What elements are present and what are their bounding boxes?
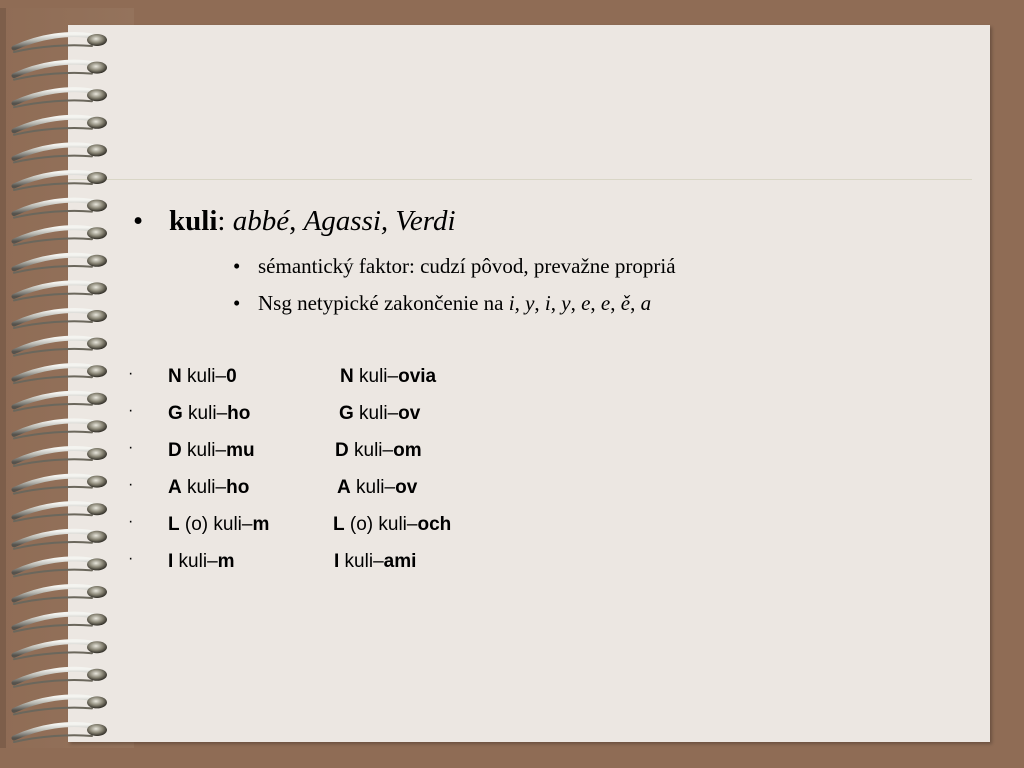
stem: kuli–: [181, 477, 227, 498]
bullet: ·: [128, 365, 134, 382]
ending-letters: [509, 291, 651, 315]
ending-letter: y: [561, 291, 571, 315]
ending: ho: [227, 403, 251, 424]
bullet: ·: [128, 513, 134, 530]
binder-ring: [14, 117, 107, 135]
binder-ring: [14, 696, 107, 714]
case-label: I: [334, 551, 340, 572]
plural-form: [335, 440, 422, 462]
singular-form: [168, 477, 249, 499]
singular-form: [168, 403, 250, 425]
binder-ring: [14, 62, 107, 80]
case-label: N: [168, 366, 182, 387]
subpoint-text: Nsg netypické zakončenie na i, y, i, y, e, e, ě, a: [258, 291, 652, 315]
header-rule: [68, 179, 972, 180]
bullet: ·: [128, 476, 134, 493]
ending-letter: i: [544, 291, 551, 315]
ending: m: [252, 514, 270, 535]
binder-ring: [14, 172, 107, 190]
bullet: ·: [128, 402, 134, 419]
singular-form: [168, 551, 235, 573]
binder-ring: [14, 144, 107, 162]
case-label: D: [335, 440, 349, 461]
plural-form: [340, 366, 436, 388]
ending-letter: e: [581, 291, 591, 315]
binder-ring: [14, 282, 107, 300]
ending-letter: ě: [620, 291, 631, 315]
case-label: A: [337, 477, 351, 498]
example-names: Agassi, Verdi: [303, 205, 456, 237]
ending: ov: [398, 403, 421, 424]
stem: kuli–: [181, 366, 227, 387]
case-label: L: [333, 514, 345, 535]
ending: 0: [226, 366, 237, 387]
binder-ring: [14, 531, 107, 549]
ending: ov: [395, 477, 418, 498]
subpoint-text: sémantický faktor: cudzí pôvod, prevažne propriá: [258, 254, 676, 278]
separator: ,: [514, 291, 526, 315]
singular-form: [168, 440, 255, 462]
bullet: ·: [128, 550, 134, 567]
binder-ring: [14, 200, 107, 218]
bullet: ·: [128, 439, 134, 456]
binder-ring: [14, 89, 107, 107]
separator: ,: [570, 291, 582, 315]
ending: och: [417, 514, 452, 535]
stem: kuli–: [173, 551, 218, 572]
binder-ring: [14, 724, 107, 742]
ending: mu: [226, 440, 255, 461]
binder-ring: [14, 255, 107, 273]
stem: (o) kuli–: [344, 514, 418, 535]
bullet: •: [233, 254, 241, 278]
separator: ,: [534, 291, 545, 315]
separator: ,: [590, 291, 601, 315]
binder-ring: [14, 614, 107, 632]
ending: om: [393, 440, 422, 461]
plural-form: [337, 477, 417, 499]
binder-ring: [14, 338, 107, 356]
case-label: I: [168, 551, 174, 572]
stem: kuli–: [353, 403, 399, 424]
ending: ami: [383, 551, 417, 572]
case-label: A: [168, 477, 182, 498]
ending-letter: i: [508, 291, 515, 315]
separator: ,: [630, 291, 641, 315]
binder-ring: [14, 641, 107, 659]
ending-letter: a: [640, 291, 652, 315]
ending: ho: [226, 477, 250, 498]
singular-form: [168, 514, 269, 536]
singular-form: [168, 366, 237, 388]
stem: kuli–: [182, 403, 228, 424]
case-label: N: [340, 366, 354, 387]
stem: kuli–: [353, 366, 399, 387]
binder-ring: [14, 310, 107, 328]
plural-form: [333, 514, 451, 536]
binder-ring: [14, 669, 107, 687]
spiral-binding: [0, 0, 130, 768]
case-label: G: [339, 403, 354, 424]
plural-form: [339, 403, 420, 425]
binder-ring: [14, 503, 107, 521]
bullet: •: [233, 291, 241, 315]
binder-ring: [14, 558, 107, 576]
binder-ring: [14, 365, 107, 383]
main-bullet-text: kuli: abbé, Agassi, Verdi: [169, 205, 456, 237]
binder-ring: [14, 420, 107, 438]
case-label: G: [168, 403, 183, 424]
case-label: D: [168, 440, 182, 461]
ending: m: [217, 551, 235, 572]
stem: kuli–: [348, 440, 394, 461]
ending-letter: e: [600, 291, 611, 315]
example-abbe: abbé: [232, 205, 290, 237]
separator: ,: [550, 291, 562, 315]
ending-letter: y: [525, 291, 535, 315]
binder-ring: [14, 586, 107, 604]
binder-ring: [14, 476, 107, 494]
stem: kuli–: [339, 551, 384, 572]
stem: kuli–: [350, 477, 396, 498]
ending: ovia: [398, 366, 437, 387]
stem: kuli–: [181, 440, 227, 461]
bullet: •: [133, 205, 144, 237]
binder-ring: [14, 227, 107, 245]
separator: ,: [610, 291, 621, 315]
stem: (o) kuli–: [179, 514, 253, 535]
binder-ring: [14, 393, 107, 411]
binder-ring: [14, 448, 107, 466]
term-kuli: kuli: [169, 205, 218, 237]
binder-ring: [14, 34, 107, 52]
case-label: L: [168, 514, 180, 535]
plural-form: [334, 551, 416, 573]
